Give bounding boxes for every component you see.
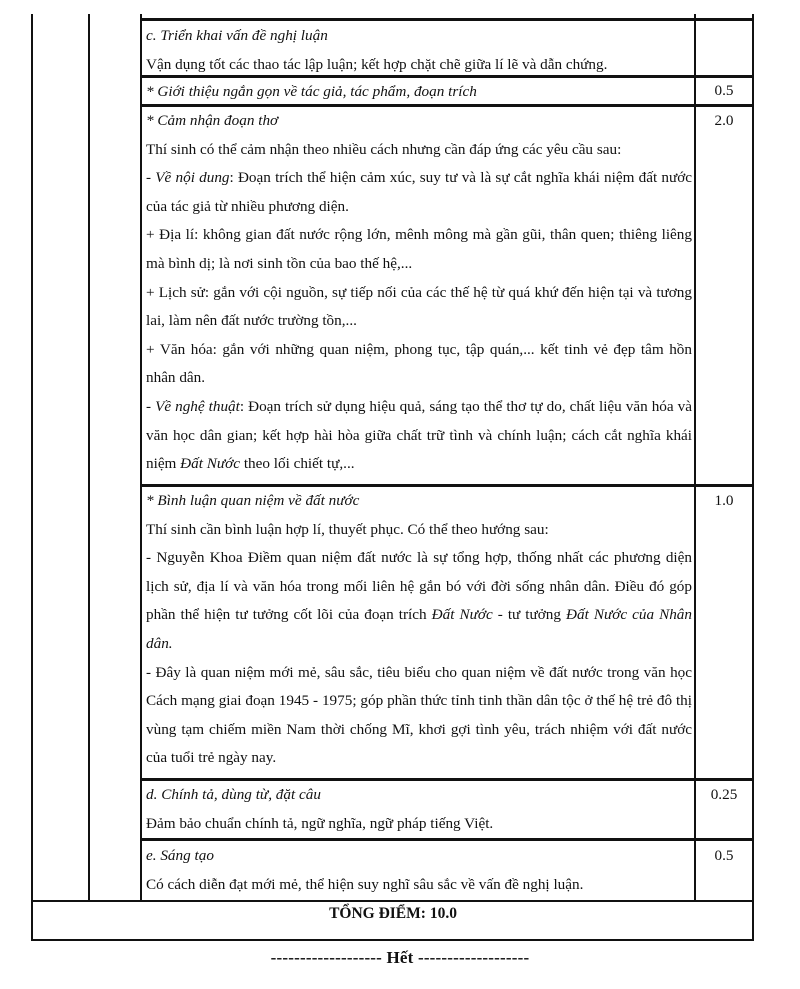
table-right-border <box>752 14 754 941</box>
score-poem: 2.0 <box>714 112 734 129</box>
score-intro: 0.5 <box>714 82 734 99</box>
criterion-poem-geo: + Địa lí: không gian đất nước rộng lớn, mênh mông mà gần gũi, thân quen; thiêng liêng mà bình dị; là nơi sinh tồn của bao thế hệ,... <box>146 226 692 272</box>
criterion-view-heading: * Bình luận quan niệm về đất nước <box>146 492 360 509</box>
total-score: TỔNG ĐIỂM: 10.0 <box>329 905 457 922</box>
table-left-border <box>31 14 33 941</box>
criterion-poem-heading: * Cảm nhận đoạn thơ <box>146 112 279 129</box>
criterion-intro-heading: * Giới thiệu ngắn gọn về tác giả, tác phẩm, đoạn trích <box>146 83 477 100</box>
column-divider-1 <box>88 14 90 902</box>
art-tail: theo lối chiết tự,... <box>240 455 355 473</box>
criterion-view-p2: - Đây là quan niệm mới mẻ, sâu sắc, tiêu biểu cho quan niệm về đất nước trong văn học Cách mạng giai đoạn 1945 - 1975; góp phần thức tỉnh tinh thần dân tộc ở thế hệ trẻ đô thị vùng tạm chiếm miền Nam thời chống Mĩ, khơi gợi tình yêu, trách nhiệm với đất nước của tuổi trẻ ngày nay. <box>146 663 692 767</box>
content-label: - Về nội dung <box>146 169 230 187</box>
criterion-poem-culture: + Văn hóa: gắn với những quan niệm, phong tục, tập quán,... kết tinh vẻ đẹp tâm hồn nhân dân. <box>146 340 692 387</box>
criterion-poem-content <box>146 164 692 221</box>
score-d: 0.25 <box>710 786 738 803</box>
criterion-poem-history: + Lịch sử: gắn với cội nguồn, sự tiếp nối của các thế hệ từ quá khứ đến hiện tại và tương lai, làm nên đất nước trường tồn,... <box>146 283 692 330</box>
column-divider-3 <box>694 14 696 902</box>
criterion-c-text: Vận dụng tốt các thao tác lập luận; kết hợp chặt chẽ giữa lí lẽ và dẫn chứng. <box>146 55 608 73</box>
criterion-view <box>146 487 692 773</box>
view-p1-title2: Đất Nước của Nhân dân. <box>146 606 692 652</box>
view-p1-title: Đất Nước <box>431 606 493 624</box>
row-divider-total <box>31 900 754 902</box>
criterion-e-heading: e. Sáng tạo <box>146 847 214 864</box>
criterion-view-lead: Thí sinh cần bình luận hợp lí, thuyết phục. Có thể theo hướng sau: <box>146 520 549 538</box>
criterion-d-heading: d. Chính tả, dùng từ, đặt câu <box>146 786 321 803</box>
art-label: - Về nghệ thuật <box>146 397 240 415</box>
criterion-c-heading: c. Triển khai vấn đề nghị luận <box>146 27 328 44</box>
score-view: 1.0 <box>714 492 734 509</box>
criterion-poem <box>146 107 692 479</box>
criterion-d <box>146 781 692 838</box>
score-e: 0.5 <box>714 847 734 864</box>
art-text: : Đoạn trích sử dụng hiệu quả, sáng tạo thể thơ tự do, chất liệu văn hóa và văn học dân gian; kết hợp hài hòa giữa chất trữ tình và chính luận; cách cắt nghĩa khái niệm <box>146 397 692 473</box>
criterion-c <box>146 22 692 79</box>
criterion-poem-art <box>146 393 692 479</box>
end-marker: ------------------- Hết ------------------- <box>270 948 530 967</box>
criterion-e-text: Có cách diễn đạt mới mẻ, thể hiện suy nghĩ sâu sắc về vấn đề nghị luận. <box>146 875 584 893</box>
criterion-intro <box>146 78 692 107</box>
view-p1-mid: - tư tưởng <box>492 606 567 624</box>
criterion-d-text: Đảm bảo chuẩn chính tả, ngữ nghĩa, ngữ pháp tiếng Việt. <box>146 814 494 832</box>
table-bottom-border <box>31 939 754 941</box>
art-title: Đất Nước <box>180 455 241 473</box>
criterion-view-p1 <box>146 544 692 658</box>
row-divider-top <box>140 18 754 21</box>
criterion-e <box>146 842 692 899</box>
view-p1-text: - Nguyễn Khoa Điềm quan niệm đất nước là sự tổng hợp, thống nhất các phương diện lịch sử, địa lí và văn hóa trong mối liên hệ gắn bó với đời sống nhân dân. Điều đó góp phần thể hiện tư tưởng cốt lõi của đoạn trích <box>146 549 692 624</box>
row-divider-e <box>140 838 754 841</box>
content-text: : Đoạn trích thể hiện cảm xúc, suy tư và là sự cắt nghĩa khái niệm đất nước của tác giả từ nhiều phương diện. <box>146 169 692 215</box>
column-divider-2 <box>140 14 142 902</box>
criterion-poem-lead: Thí sinh có thể cảm nhận theo nhiều cách nhưng cần đáp ứng các yêu cầu sau: <box>146 140 622 158</box>
